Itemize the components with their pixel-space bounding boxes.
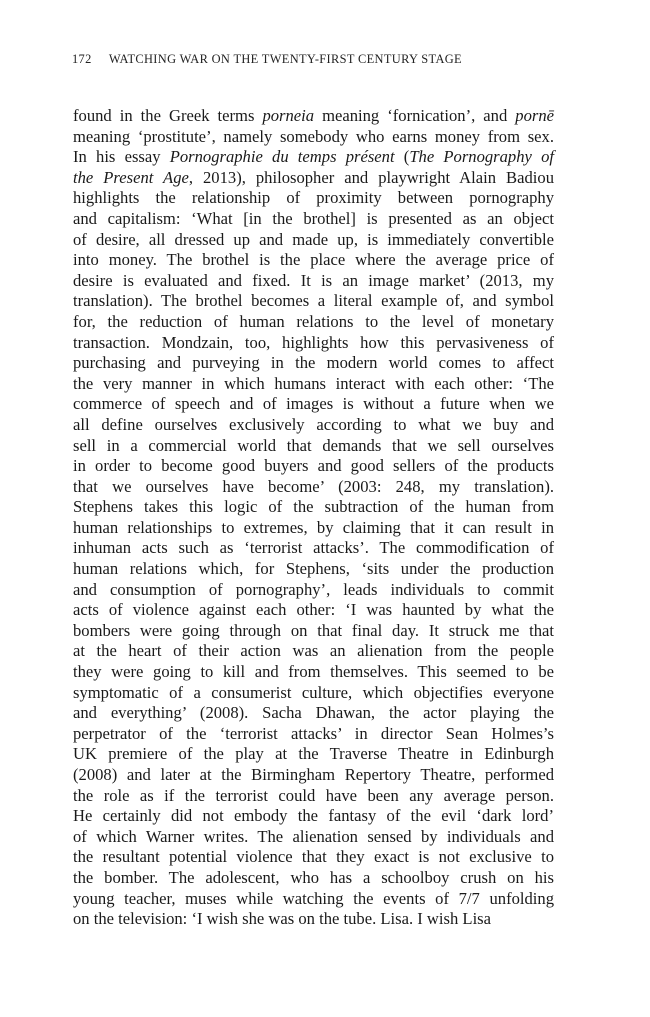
text-run: and everything’ (2008). Sacha Dhawan, the actor playing the bbox=[73, 703, 554, 723]
text-line bbox=[73, 786, 554, 807]
text-run: of which Warner writes. The alienation sensed by individuals and bbox=[73, 826, 554, 846]
text-line bbox=[73, 456, 554, 477]
text-line bbox=[73, 538, 554, 559]
text-line bbox=[73, 436, 554, 457]
text-run: He certainly did not embody the fantasy of the evil ‘dark lord’ bbox=[73, 806, 554, 826]
text-run: desire is evaluated and fixed. It is an image market’ (2013, my bbox=[73, 270, 554, 290]
text-line bbox=[73, 106, 554, 127]
italic-text: The Pornography of bbox=[409, 147, 554, 167]
text-line bbox=[73, 353, 554, 374]
text-run: found in the Greek terms bbox=[73, 106, 263, 125]
text-run: human relationships to extremes, by claiming that it can result in bbox=[73, 517, 554, 537]
text-run: transaction. Mondzain, too, highlights how this pervasiveness of bbox=[73, 332, 554, 352]
text-run: inhuman acts such as ‘terrorist attacks’. The commodification of bbox=[73, 538, 554, 558]
text-run: that we ourselves have become’ (2003: 248, my translation). bbox=[73, 476, 554, 496]
text-line bbox=[73, 477, 554, 498]
text-run: of desire, all dressed up and made up, is immediately convertible bbox=[73, 229, 554, 249]
text-line bbox=[73, 518, 554, 539]
text-line bbox=[73, 559, 554, 580]
text-line bbox=[73, 621, 554, 642]
text-line bbox=[73, 168, 554, 189]
text-line bbox=[73, 868, 554, 889]
text-run: into money. The brothel is the place where the average price of bbox=[73, 250, 554, 270]
text-run: acts of violence against each other: ‘I was haunted by what the bbox=[73, 600, 554, 620]
text-line bbox=[73, 662, 554, 683]
text-line bbox=[73, 394, 554, 415]
italic-text: the Present Age bbox=[73, 167, 189, 187]
text-run: all define ourselves exclusively according to what we buy and bbox=[73, 414, 554, 434]
text-run: translation). The brothel becomes a literal example of, and symbol bbox=[73, 291, 554, 311]
text-run: (2008) and later at the Birmingham Repertory Theatre, performed bbox=[73, 765, 554, 784]
text-run: the bomber. The adolescent, who has a schoolboy crush on his bbox=[73, 867, 554, 887]
text-run: for, the reduction of human relations to the level of monetary bbox=[73, 311, 554, 331]
text-run: purchasing and purveying in the modern world comes to affect bbox=[73, 353, 554, 373]
body-text bbox=[73, 106, 554, 930]
text-line bbox=[73, 415, 554, 436]
text-line bbox=[73, 827, 554, 848]
text-run: in order to become good buyers and good sellers of the products bbox=[73, 456, 554, 476]
italic-text: pornē bbox=[515, 106, 554, 125]
text-run: , 2013), philosopher and playwright Alain Badiou bbox=[188, 167, 554, 187]
page-number: 172 bbox=[72, 52, 92, 66]
text-run: at the heart of their action was an alienation from the people bbox=[73, 641, 554, 661]
text-line bbox=[73, 641, 554, 662]
text-run: UK premiere of the play at the Traverse Theatre in Edinburgh bbox=[73, 744, 554, 764]
text-run: and consumption of pornography’, leads individuals to commit bbox=[73, 579, 554, 599]
text-run: they were going to kill and from themselves. This seemed to be bbox=[73, 662, 554, 682]
text-line bbox=[73, 333, 554, 354]
text-line bbox=[73, 497, 554, 518]
text-line bbox=[73, 147, 554, 168]
text-run: highlights the relationship of proximity between pornography bbox=[73, 188, 554, 208]
text-run: the very manner in which humans interact with each other: ‘The bbox=[73, 373, 554, 393]
text-line bbox=[73, 230, 554, 251]
text-line bbox=[73, 889, 554, 910]
text-line bbox=[73, 188, 554, 209]
text-line bbox=[73, 209, 554, 230]
text-line bbox=[73, 847, 554, 868]
text-line bbox=[73, 271, 554, 292]
text-run: sell in a commercial world that demands that we sell ourselves bbox=[73, 435, 554, 455]
text-run: the role as if the terrorist could have been any average person. bbox=[73, 785, 554, 805]
text-run: symptomatic of a consumerist culture, which objectifies everyone bbox=[73, 682, 554, 702]
text-line bbox=[73, 374, 554, 395]
text-run: the resultant potential violence that they exact is not exclusive to bbox=[73, 847, 554, 867]
text-run: meaning ‘prostitute’, namely somebody who earns money from sex. bbox=[73, 126, 554, 146]
text-run: on the television: ‘I wish she was on the tube. Lisa. I wish Lisa bbox=[73, 909, 491, 929]
text-run: perpetrator of the ‘terrorist attacks’ in director Sean Holmes’s bbox=[73, 723, 554, 743]
italic-text: Pornographie du temps présent bbox=[169, 147, 395, 167]
text-line bbox=[73, 744, 554, 765]
text-run: and capitalism: ‘What [in the brothel] is presented as an object bbox=[73, 208, 554, 228]
text-line bbox=[73, 291, 554, 312]
text-line bbox=[73, 127, 554, 148]
italic-text: porneia bbox=[262, 106, 315, 125]
text-line bbox=[73, 703, 554, 724]
running-title: WATCHING WAR ON THE TWENTY-FIRST CENTURY STAGE bbox=[108, 52, 462, 66]
text-line bbox=[73, 765, 554, 786]
running-head bbox=[72, 52, 462, 67]
text-line bbox=[73, 724, 554, 745]
text-line bbox=[73, 250, 554, 271]
text-line bbox=[73, 312, 554, 333]
text-run: commerce of speech and of images is without a future when we bbox=[73, 394, 554, 414]
text-line bbox=[73, 806, 554, 827]
text-line bbox=[73, 600, 554, 621]
text-run: ( bbox=[394, 147, 410, 167]
text-line bbox=[73, 580, 554, 601]
text-line bbox=[73, 909, 554, 930]
text-run: bombers were going through on that final day. It struck me that bbox=[73, 620, 554, 640]
text-run: young teacher, muses while watching the events of 7/7 unfolding bbox=[73, 888, 554, 908]
text-run: meaning ‘fornication’, and bbox=[314, 106, 516, 125]
text-run: human relations which, for Stephens, ‘sits under the production bbox=[73, 559, 554, 579]
text-line bbox=[73, 683, 554, 704]
text-run: In his essay bbox=[73, 147, 170, 167]
text-run: Stephens takes this logic of the subtraction of the human from bbox=[73, 497, 554, 517]
